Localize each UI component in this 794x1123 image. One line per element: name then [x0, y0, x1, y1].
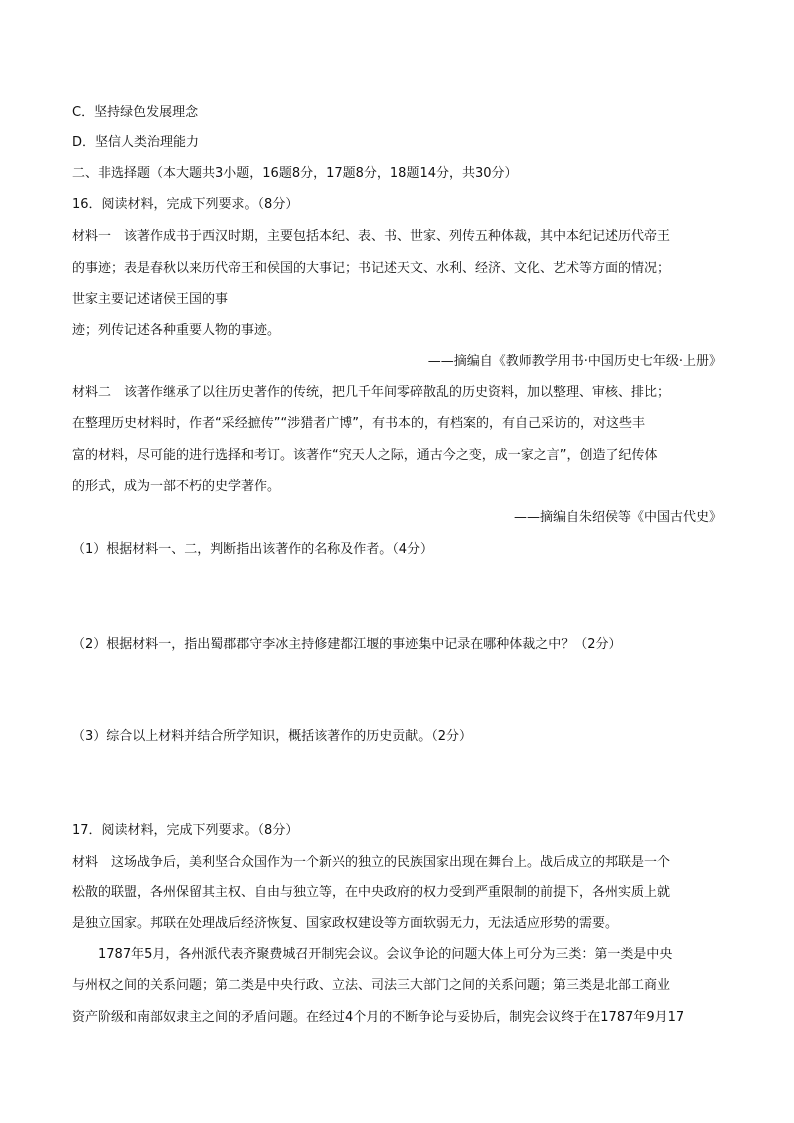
q16-material2-line4: 的形式，成为一部不朽的史学著作。	[72, 479, 281, 494]
q16-material2-line1: 材料二 该著作继承了以往历史著作的传统，把几千年间零碎散乱的历史资料，加以整理、审核、排比；	[72, 385, 671, 400]
q16-sub3: （3）综合以上材料并结合所学知识，概括该著作的历史贡献。（2分）	[72, 729, 473, 744]
q17-p1-line1: 材料 这场战争后，美利坚合众国作为一个新兴的独立的民族国家出现在舞台上。战后成立的邦联是一个	[72, 855, 671, 870]
q16-sub2: （2）根据材料一，指出蜀郡郡守李冰主持修建都江堰的事迹集中记录在哪种体裁之中？（2分）	[72, 637, 622, 652]
q17-p2-line1: 1787年5月，各州派代表齐聚费城召开制宪会议。会议争论的问题大体上可分为三类：第一类是中央	[72, 947, 673, 962]
q16-material1-line3: 世家主要记述诸侯王国的事	[72, 292, 229, 307]
q16-heading: 16．阅读材料，完成下列要求。（8分）	[72, 197, 299, 212]
q17-p1-line3: 是独立国家。邦联在处理战后经济恢复、国家政权建设等方面软弱无力，无法适应形势的需要。	[72, 916, 619, 931]
option-c: C．坚持绿色发展理念	[72, 105, 199, 120]
q16-material2-line2: 在整理历史材料时，作者“采经摭传”“涉猎者广博”，有书本的，有档案的，有自己采访的，对这些丰	[72, 416, 645, 431]
option-d: D．坚信人类治理能力	[72, 135, 200, 150]
q16-material2-line3: 富的材料，尽可能的进行选择和考订。该著作“究天人之际，通古今之变，成一家之言”，创造了纪传体	[72, 448, 658, 463]
q17-p2-line2: 与州权之间的关系问题；第二类是中央行政、立法、司法三大部门之间的关系问题；第三类是北部工商业	[72, 978, 671, 993]
q17-p1-line2: 松散的联盟，各州保留其主权、自由与独立等，在中央政府的权力受到严重限制的前提下，各州实质上就	[72, 885, 671, 900]
q16-material1-line1: 材料一 该著作成书于西汉时期，主要包括本纪、表、书、世家、列传五种体裁，其中本纪记述历代帝王	[72, 229, 671, 244]
q16-material2-source: ——摘编自朱绍侯等《中国古代史》	[513, 510, 722, 525]
q17-p2-line3: 资产阶级和南部奴隶主之间的矛盾问题。在经过4个月的不断争论与妥协后，制宪会议终于在1787年9月17	[72, 1010, 685, 1025]
q16-sub1: （1）根据材料一、二，判断指出该著作的名称及作者。（4分）	[72, 542, 434, 557]
section-heading: 二、非选择题（本大题共3小题，16题8分，17题8分，18题14分，共30分）	[72, 166, 518, 181]
q16-material1-line4: 迹；列传记述各种重要人物的事迹。	[72, 323, 281, 338]
q16-material1-source: ——摘编自《教师教学用书·中国历史七年级·上册》	[427, 354, 722, 369]
q16-material1-line2: 的事迹；表是春秋以来历代帝王和侯国的大事记；书记述天文、水利、经济、文化、艺术等方面的情况；	[72, 261, 671, 276]
q17-heading: 17．阅读材料，完成下列要求。（8分）	[72, 823, 299, 838]
